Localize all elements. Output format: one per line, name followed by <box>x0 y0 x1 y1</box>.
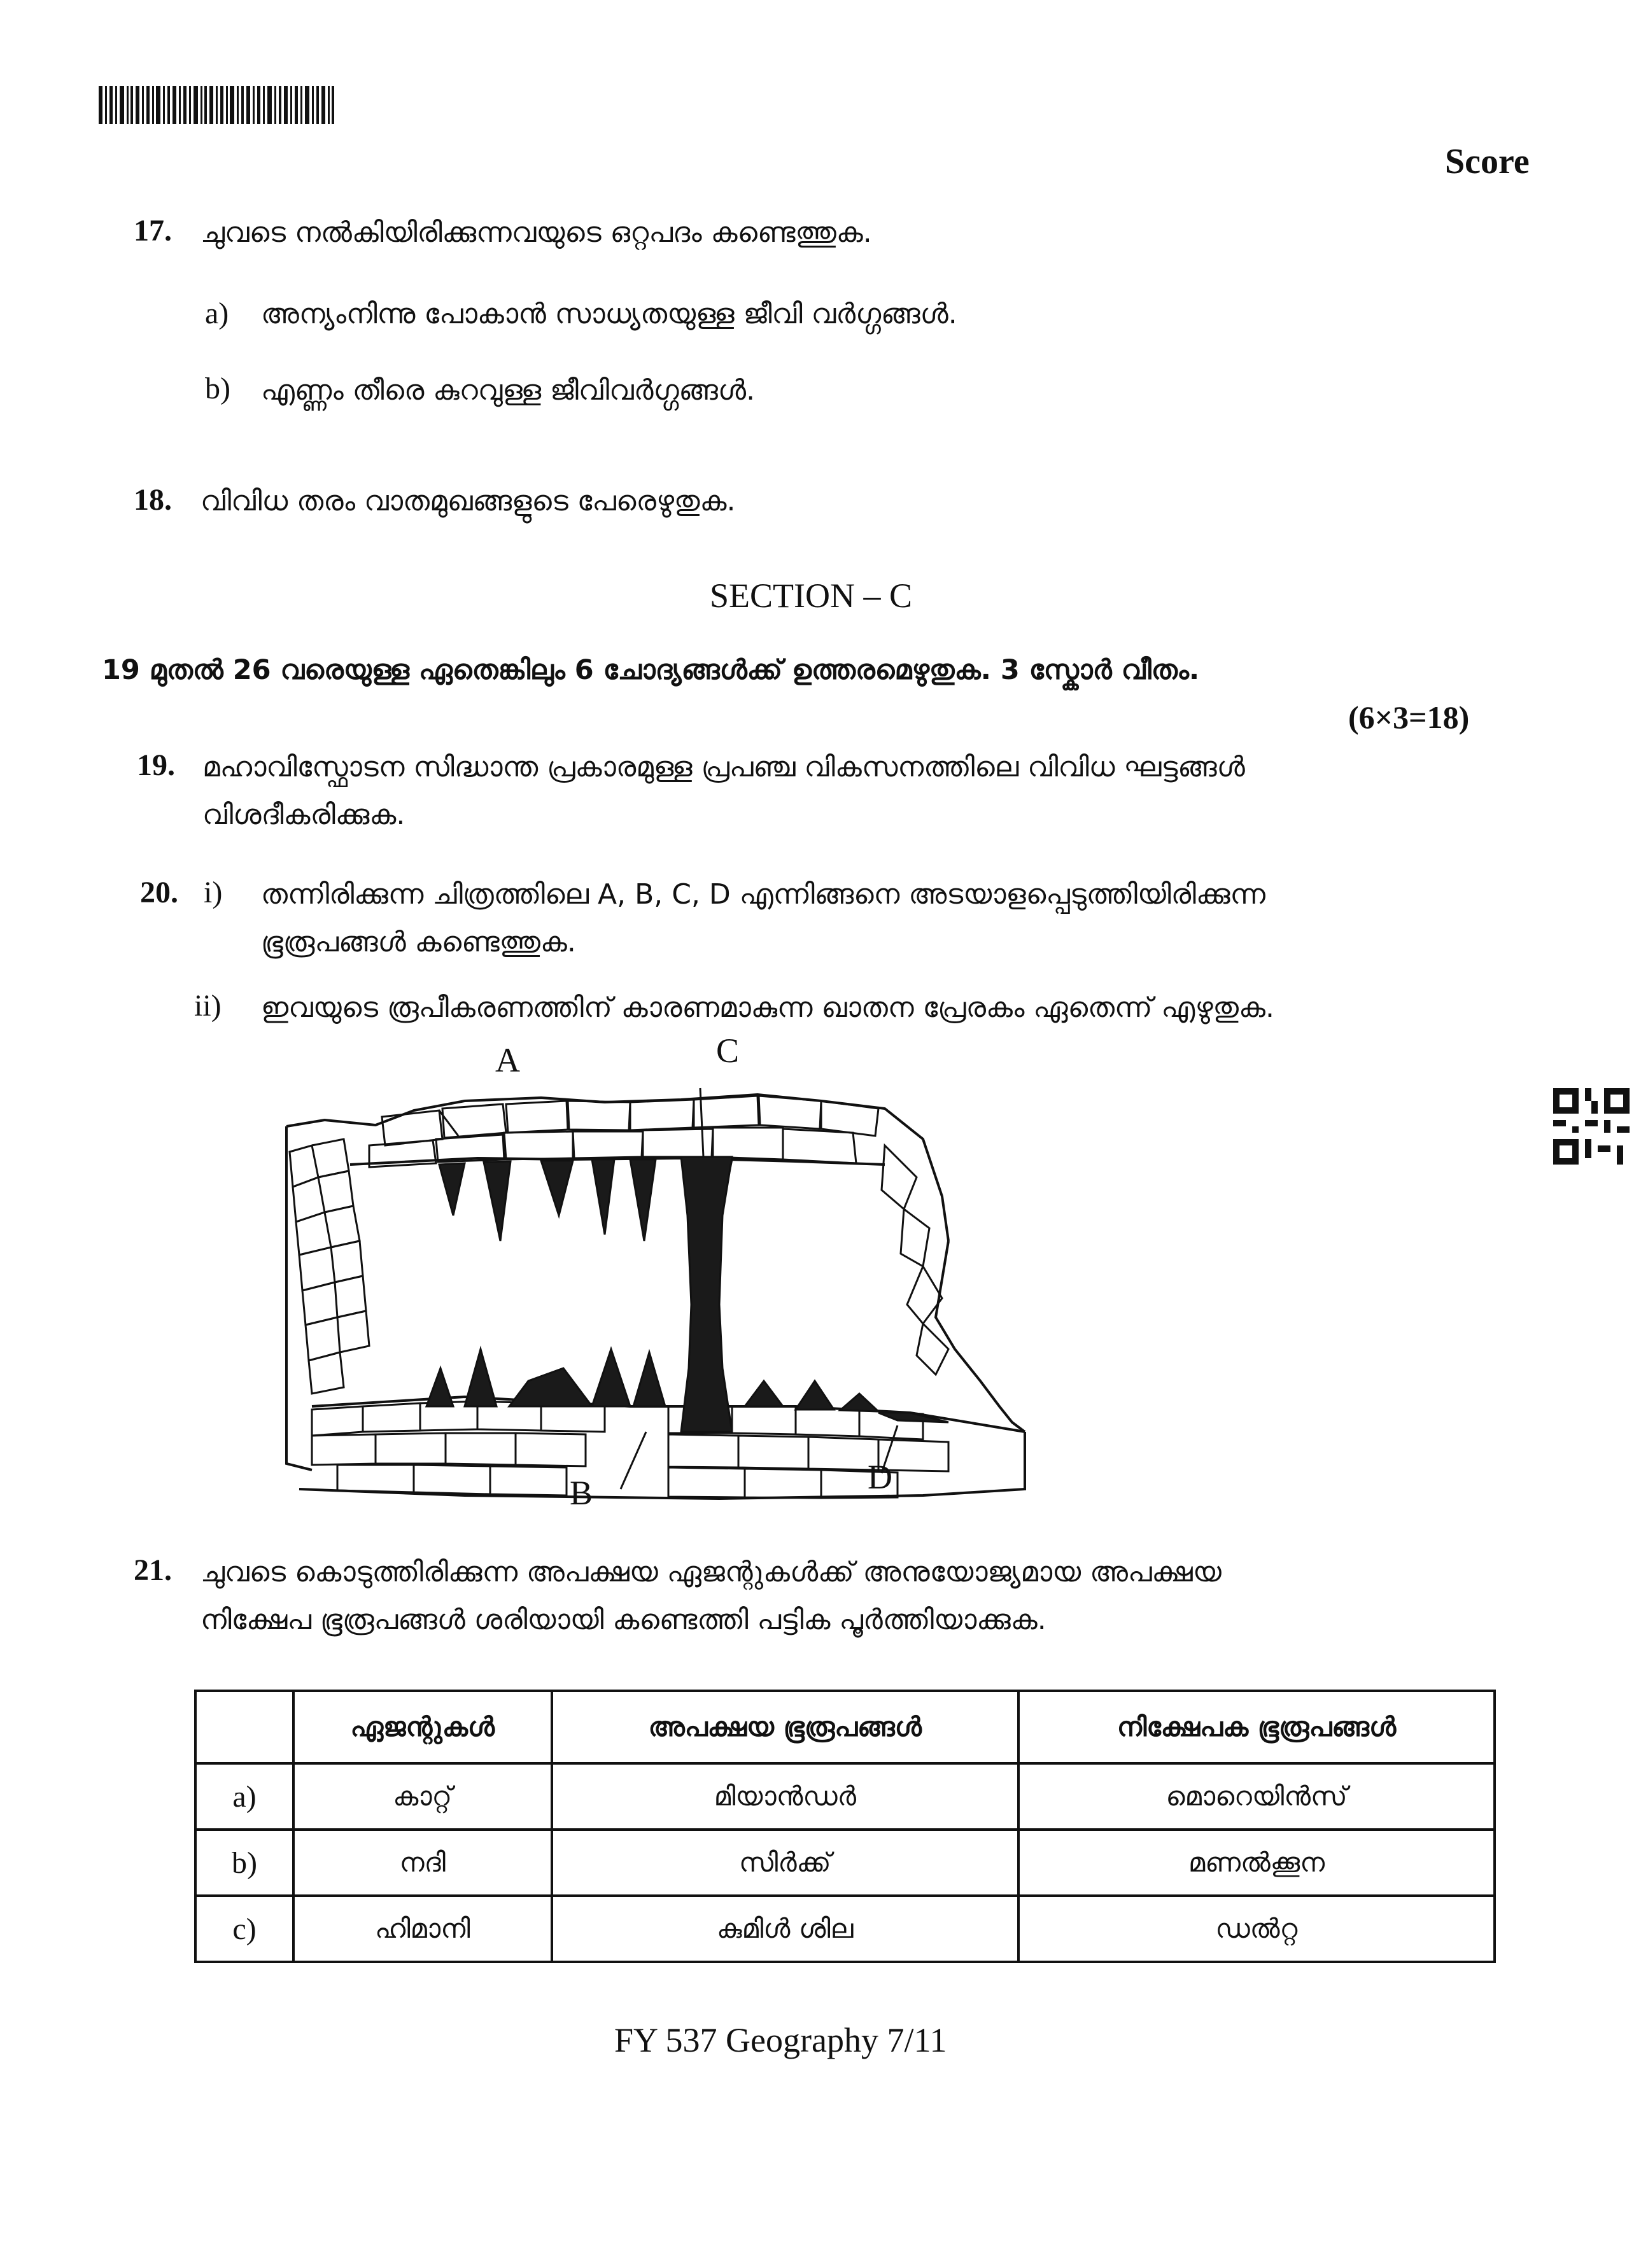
table-row <box>195 1896 1495 1962</box>
table-header-row <box>195 1691 1495 1763</box>
q20-ii-label: ii) <box>194 989 222 1023</box>
table-row <box>195 1763 1495 1830</box>
q21-line1: ചുവടെ കൊടുത്തിരിക്കുന്ന അപക്ഷയ ഏജന്റുകൾക്ക് അനുയോജ്യമായ അപക്ഷയ <box>201 1556 1222 1588</box>
row-label: b) <box>195 1830 293 1896</box>
q17-b-label: b) <box>205 372 230 405</box>
cave-diagram <box>274 1050 1050 1515</box>
table-header-cell: ഏജന്റുകൾ <box>293 1691 552 1763</box>
figure-label-c: C <box>716 1032 740 1070</box>
table-cell: ഡൽറ്റ <box>1018 1896 1495 1962</box>
q17-number: 17. <box>134 214 172 248</box>
table-cell: നദി <box>293 1830 552 1896</box>
table-cell: ഹിമാനി <box>293 1896 552 1962</box>
q20-i-line1: തന്നിരിക്കുന്ന ചിത്രത്തിലെ A, B, C, D എന്നിങ്ങനെ അടയാളപ്പെടുത്തിയിരിക്കുന്ന <box>261 878 1265 911</box>
table-cell: മൊറെയിൻസ് <box>1018 1763 1495 1830</box>
qr-code <box>1553 1088 1630 1165</box>
q20-ii-text: ഇവയുടെ രൂപീകരണത്തിന് കാരണമാകുന്ന ഖാതന പ്രേരകം ഏതെന്ന് എഴുതുക. <box>261 991 1274 1024</box>
score-label: Score <box>1445 142 1530 181</box>
table-cell: കുമിൾ ശില <box>552 1896 1019 1962</box>
table-header-cell <box>195 1691 293 1763</box>
q17-a-label: a) <box>205 297 229 330</box>
q20-i-line2: ഭൂരൂപങ്ങൾ കണ്ടെത്തുക. <box>261 926 576 958</box>
figure-label-d: D <box>868 1458 892 1496</box>
q18-number: 18. <box>134 483 172 517</box>
table-header-cell: നിക്ഷേപക ഭൂരൂപങ്ങൾ <box>1018 1691 1495 1763</box>
q19-line1: മഹാവിസ്ഫോടന സിദ്ധാന്ത പ്രകാരമുള്ള പ്രപഞ്ച വികസനത്തിലെ വിവിധ ഘട്ടങ്ങൾ <box>202 751 1245 783</box>
q17-text: ചുവടെ നൽകിയിരിക്കുന്നവയുടെ ഒറ്റപദം കണ്ടെത്തുക. <box>201 216 872 249</box>
row-label: c) <box>195 1896 293 1962</box>
q19-number: 19. <box>137 748 175 782</box>
table-cell: കാറ്റ് <box>293 1763 552 1830</box>
table-row <box>195 1830 1495 1896</box>
q18-text: വിവിധ തരം വാതമുഖങ്ങളുടെ പേരെഴുതുക. <box>201 485 736 517</box>
q17-b-text: എണ്ണം തീരെ കുറവുള്ള ജീവിവർഗ്ഗങ്ങൾ. <box>261 374 756 407</box>
q20-number: 20. <box>140 876 178 909</box>
answer-table <box>194 1690 1496 1963</box>
barcode <box>99 86 334 124</box>
footer-code: FY 537 Geography 7/11 <box>614 2021 947 2059</box>
row-label: a) <box>195 1763 293 1830</box>
q21-number: 21. <box>134 1553 172 1587</box>
section-instruction: 19 മുതൽ 26 വരെയുള്ള ഏതെങ്കിലും 6 ചോദ്യങ്ങൾക്ക് ഉത്തരമെഴുതുക. 3 സ്കോർ വീതം. <box>102 654 1200 686</box>
q17-a-text: അന്യംനിന്നു പോകാൻ സാധ്യതയുള്ള ജീവി വർഗ്ഗങ്ങൾ. <box>261 298 957 330</box>
table-cell: സിർക്ക് <box>552 1830 1019 1896</box>
q19-line2: വിശദീകരിക്കുക. <box>202 799 405 831</box>
table-cell: മണൽക്കൂന <box>1018 1830 1495 1896</box>
q20-i-label: i) <box>204 876 223 909</box>
section-marks: (6×3=18) <box>1348 699 1470 735</box>
figure-label-b: B <box>570 1474 593 1512</box>
q21-line2: നിക്ഷേപ ഭൂരൂപങ്ങൾ ശരിയായി കണ്ടെത്തി പട്ടിക പൂർത്തിയാക്കുക. <box>201 1604 1046 1636</box>
table-cell: മിയാൻഡർ <box>552 1763 1019 1830</box>
section-title: SECTION – C <box>710 577 913 615</box>
figure-label-a: A <box>495 1041 520 1079</box>
table-header-cell: അപക്ഷയ ഭൂരൂപങ്ങൾ <box>552 1691 1019 1763</box>
